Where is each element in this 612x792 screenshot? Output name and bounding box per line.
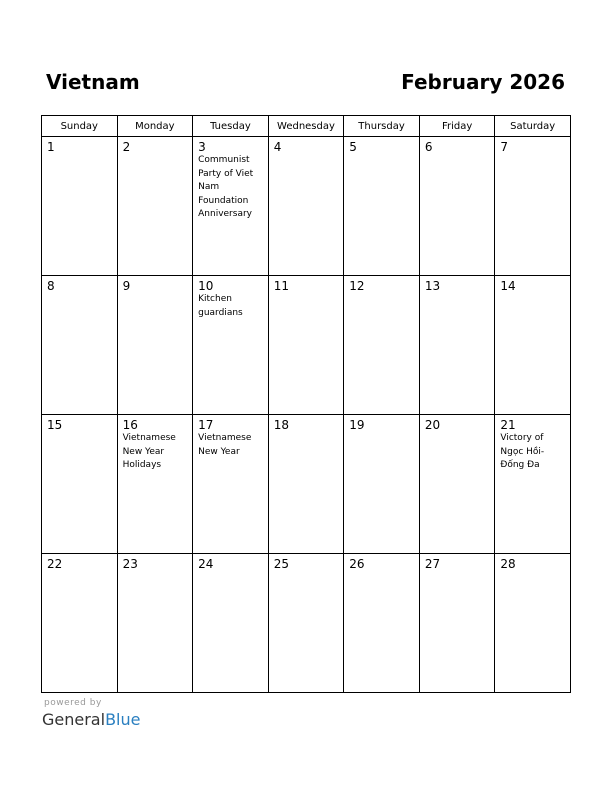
weekday-sunday: Sunday [42, 116, 118, 137]
day-number: 27 [424, 557, 441, 571]
powered-by-label: powered by [44, 698, 102, 708]
weekday-wednesday: Wednesday [268, 116, 344, 137]
holiday-text: Vietnamese [198, 433, 252, 443]
day-cell [117, 554, 193, 693]
day-cell [419, 276, 495, 415]
day-cell [268, 415, 344, 554]
day-cell [268, 276, 344, 415]
weekday-friday: Friday [419, 116, 495, 137]
day-number: 28 [500, 557, 516, 571]
day-cell [268, 137, 344, 276]
day-number: 22 [47, 557, 63, 571]
weekday-saturday: Saturday [495, 116, 571, 137]
weekday-header-row [42, 116, 571, 137]
week-row [42, 137, 571, 276]
day-number: 23 [122, 557, 138, 571]
day-number: 21 [500, 418, 516, 432]
day-cell [495, 554, 571, 693]
day-cell [117, 276, 193, 415]
day-cell [193, 415, 269, 554]
day-number: 3 [198, 140, 206, 154]
day-number: 13 [424, 279, 441, 293]
holiday-text: Communist [198, 155, 250, 165]
day-number: 14 [500, 279, 516, 293]
day-cell [42, 137, 118, 276]
day-number: 8 [47, 279, 55, 293]
day-cell [193, 554, 269, 693]
day-cell [193, 137, 269, 276]
holiday-text: Nam [198, 182, 220, 192]
week-row [42, 276, 571, 415]
day-cell [117, 137, 193, 276]
day-number: 10 [198, 279, 214, 293]
day-number: 7 [500, 140, 509, 154]
day-cell [268, 554, 344, 693]
day-number: 20 [424, 418, 441, 432]
holiday-text: Vietnamese [122, 433, 176, 443]
holiday-text: Anniversary [198, 209, 252, 219]
day-number: 1 [47, 140, 55, 154]
holiday-text: New Year [198, 446, 240, 457]
weekday-thursday: Thursday [344, 116, 420, 137]
month-title: February 2026 [401, 70, 565, 94]
day-number: 17 [198, 418, 214, 432]
day-cell [495, 137, 571, 276]
holiday-text: Holidays [122, 460, 162, 470]
day-cell [344, 415, 420, 554]
holiday-text: Đống Đa [500, 460, 540, 470]
day-cell [495, 276, 571, 415]
day-number: 6 [424, 140, 433, 154]
day-cell [344, 276, 420, 415]
calendar-grid [41, 115, 571, 693]
brand-blue-text: Blue [105, 710, 141, 729]
day-number: 9 [122, 279, 131, 293]
day-number: 24 [198, 557, 214, 571]
day-number: 15 [47, 418, 63, 432]
day-cell [344, 137, 420, 276]
day-cell [495, 415, 571, 554]
week-row [42, 415, 571, 554]
day-number: 5 [349, 140, 357, 154]
day-number: 12 [349, 279, 365, 293]
day-number: 2 [122, 140, 131, 154]
day-number: 11 [273, 279, 289, 293]
holiday-text: Foundation [198, 195, 249, 206]
day-number: 18 [273, 418, 289, 432]
day-cell [42, 276, 118, 415]
day-number: 16 [122, 418, 138, 432]
day-number: 19 [349, 418, 365, 432]
holiday-text: Ngọc Hồi- [500, 446, 545, 457]
generalblue-logo[interactable] [42, 710, 140, 729]
day-cell [419, 415, 495, 554]
day-cell [419, 137, 495, 276]
holiday-text: New Year [122, 446, 165, 457]
day-number: 26 [349, 557, 365, 571]
weekday-tuesday: Tuesday [193, 116, 269, 137]
holiday-text: guardians [198, 307, 243, 318]
day-cell [344, 554, 420, 693]
holiday-text: Victory of [500, 433, 544, 443]
brand-general-text: General [42, 710, 106, 729]
holiday-text: Party of Viet [198, 168, 254, 179]
day-cell [117, 415, 193, 554]
day-number: 4 [273, 140, 282, 154]
week-row [42, 554, 571, 693]
weekday-monday: Monday [117, 116, 193, 137]
day-cell [42, 415, 118, 554]
day-cell [419, 554, 495, 693]
day-cell [193, 276, 269, 415]
country-title: Vietnam [46, 70, 140, 94]
day-number: 25 [273, 557, 289, 571]
day-cell [42, 554, 118, 693]
holiday-text: Kitchen [198, 294, 232, 304]
